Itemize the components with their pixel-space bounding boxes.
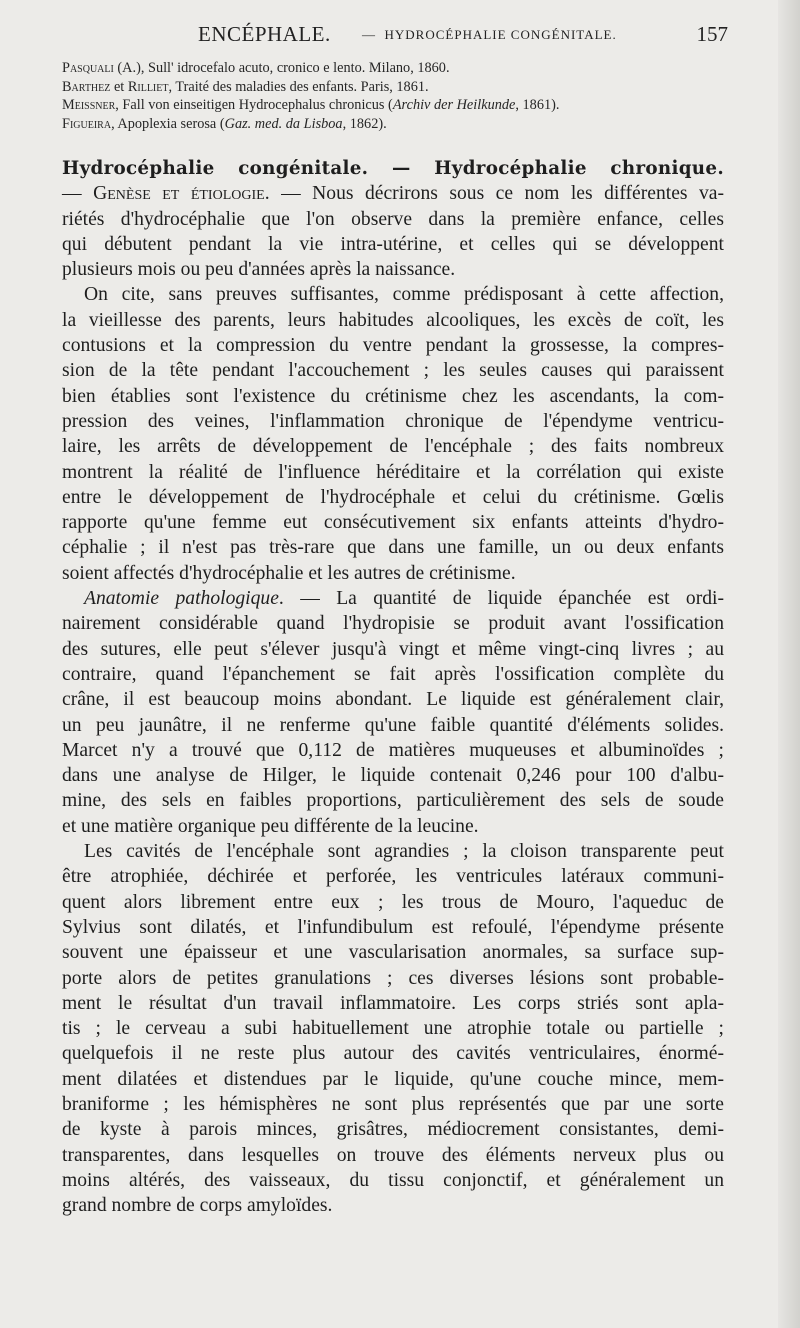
- text-line: la vieillesse des parents, leurs habitudes alcooliques, les excès de coït, les: [62, 309, 724, 331]
- section-heading: Hydrocéphalie congénitale. — Hydrocéphalie chronique.: [62, 158, 724, 179]
- section-label: Genèse et étiologie: [93, 183, 265, 205]
- text-line: de kyste à parois minces, grisâtres, médiocrement consistantes, demi-: [62, 1119, 724, 1141]
- text-line: contraire, quand l'épanchement se fait après l'ossification complète du: [62, 663, 724, 685]
- text-line: braniforme ; les hémisphères ne sont plus représentés que par une sorte: [62, 1093, 724, 1115]
- text-line: montrent la réalité de l'influence héréditaire et la corrélation qui existe: [62, 461, 724, 483]
- text-line: moins altérés, des vaisseaux, du tissu conjonctif, et généralement un: [62, 1169, 724, 1191]
- section-label: Anatomie pathologique: [84, 588, 279, 610]
- text-line: tis ; le cerveau a subi habituellement une atrophie totale ou partielle ;: [62, 1018, 724, 1040]
- text-line: ment le résultat d'un travail inflammatoire. Les corps striés sont apla-: [62, 992, 724, 1014]
- bibliography-entry: Meissner, Fall von einseitigen Hydrocephalus chronicus (Archiv der Heilkunde, 1861).: [62, 97, 560, 113]
- text-line: pression des veines, l'inflammation chronique de l'épendyme ventricu-: [62, 410, 724, 432]
- bibliography: [62, 59, 722, 133]
- text-line: soient affectés d'hydrocéphalie et les autres de crétinisme.: [62, 562, 516, 584]
- text-line: transparentes, dans lesquelles on trouve des éléments nerveux plus ou: [62, 1144, 724, 1166]
- text-line: Les cavités de l'encéphale sont agrandies ; la cloison transparente peut: [84, 841, 724, 863]
- text-line: crâne, il est beaucoup moins abondant. Le liquide est généralement clair,: [62, 689, 724, 711]
- text-line: nairement considérable quand l'hydropisie se produit avant l'ossification: [62, 613, 724, 635]
- bibliography-entry: Barthez et Rilliet, Traité des maladies des enfants. Paris, 1861.: [62, 78, 429, 95]
- bibliography-entry: Figueira, Apoplexia serosa (Gaz. med. da Lisboa, 1862).: [62, 115, 387, 132]
- text-line: quelquefois il ne reste plus autour des cavités ventriculaires, énormé-: [62, 1043, 724, 1065]
- text-line: Sylvius sont dilatés, et l'infundibulum est refoulé, l'épendyme présente: [62, 916, 724, 938]
- bibliography-entry: Pasquali (A.), Sull' idrocefalo acuto, cronico e lento. Milano, 1860.: [62, 60, 450, 76]
- text-line: Anatomie pathologique. — La quantité de liquide épanchée est ordi-: [84, 588, 724, 610]
- text-line: entre le développement de l'hydrocéphale et celui du crétinisme. Gœlis: [62, 486, 724, 508]
- text-line: et une matière organique peu différente de la leucine.: [62, 815, 479, 837]
- text-line: plusieurs mois ou peu d'années après la naissance.: [62, 259, 456, 281]
- text-line: contusions et la compression du ventre pendant la grossesse, la compres-: [62, 335, 724, 357]
- text-line: quent alors librement entre eux ; les trous de Mouro, l'aqueduc de: [62, 891, 724, 913]
- running-head: [62, 22, 728, 50]
- text-line: sion de la tête pendant l'accouchement ; les seules causes qui paraissent: [62, 360, 724, 382]
- text-line: un peu jaunâtre, il ne renferme qu'une faible quantité d'éléments solides.: [62, 714, 724, 736]
- text-line: céphalie ; il n'est pas très-rare que dans une famille, un ou deux enfants: [62, 537, 724, 559]
- text-line: souvent une épaisseur et une vascularisation anormales, sa surface sup-: [62, 942, 724, 964]
- text-line: mine, des sels en faibles proportions, particulièrement des sels de soude: [62, 790, 724, 812]
- text-line: grand nombre de corps amyloïdes.: [62, 1195, 333, 1217]
- body-text: [62, 156, 724, 1218]
- text-line: être atrophiée, déchirée et perforée, les ventricules latéraux communi-: [62, 866, 724, 888]
- text-line: laire, les arrêts de développement de l'encéphale ; des faits nombreux: [62, 436, 724, 458]
- running-head-subtitle: — HYDROCÉPHALIE CONGÉNITALE.: [362, 27, 617, 42]
- text-line: qui débutent pendant la vie intra-utérine, et celles qui se développent: [62, 233, 724, 255]
- text-line: bien établies sont l'existence du crétinisme chez les ascendants, la com-: [62, 385, 724, 407]
- text-line: ment dilatées et distendues par le liquide, qu'une couche mince, mem-: [62, 1068, 724, 1090]
- text-line: rapporte qu'une femme eut consécutivement six enfants atteints d'hydro-: [62, 512, 724, 534]
- text-line: riétés d'hydrocéphalie que l'on observe dans la première enfance, celles: [62, 208, 724, 230]
- text-line: porte alors de petites granulations ; ces diverses lésions sont probable-: [62, 967, 724, 989]
- text-line: — Genèse et étiologie. — Nous décrirons sous ce nom les différentes va-: [62, 183, 725, 205]
- page-edge-shadow: [778, 0, 800, 1328]
- page-number: 157: [696, 22, 728, 46]
- text-line: On cite, sans preuves suffisantes, comme prédisposant à cette affection,: [84, 284, 724, 306]
- text-line: des sutures, elle peut s'élever jusqu'à vingt et même vingt-cinq livres ; au: [62, 638, 724, 660]
- text-line: Marcet n'y a trouvé que 0,112 de matières muqueuses et albuminoïdes ;: [62, 739, 724, 761]
- text-lines: [62, 181, 724, 1218]
- running-head-title: ENCÉPHALE.: [198, 22, 331, 46]
- text-line: dans une analyse de Hilger, le liquide contenait 0,246 pour 100 d'albu-: [62, 765, 724, 787]
